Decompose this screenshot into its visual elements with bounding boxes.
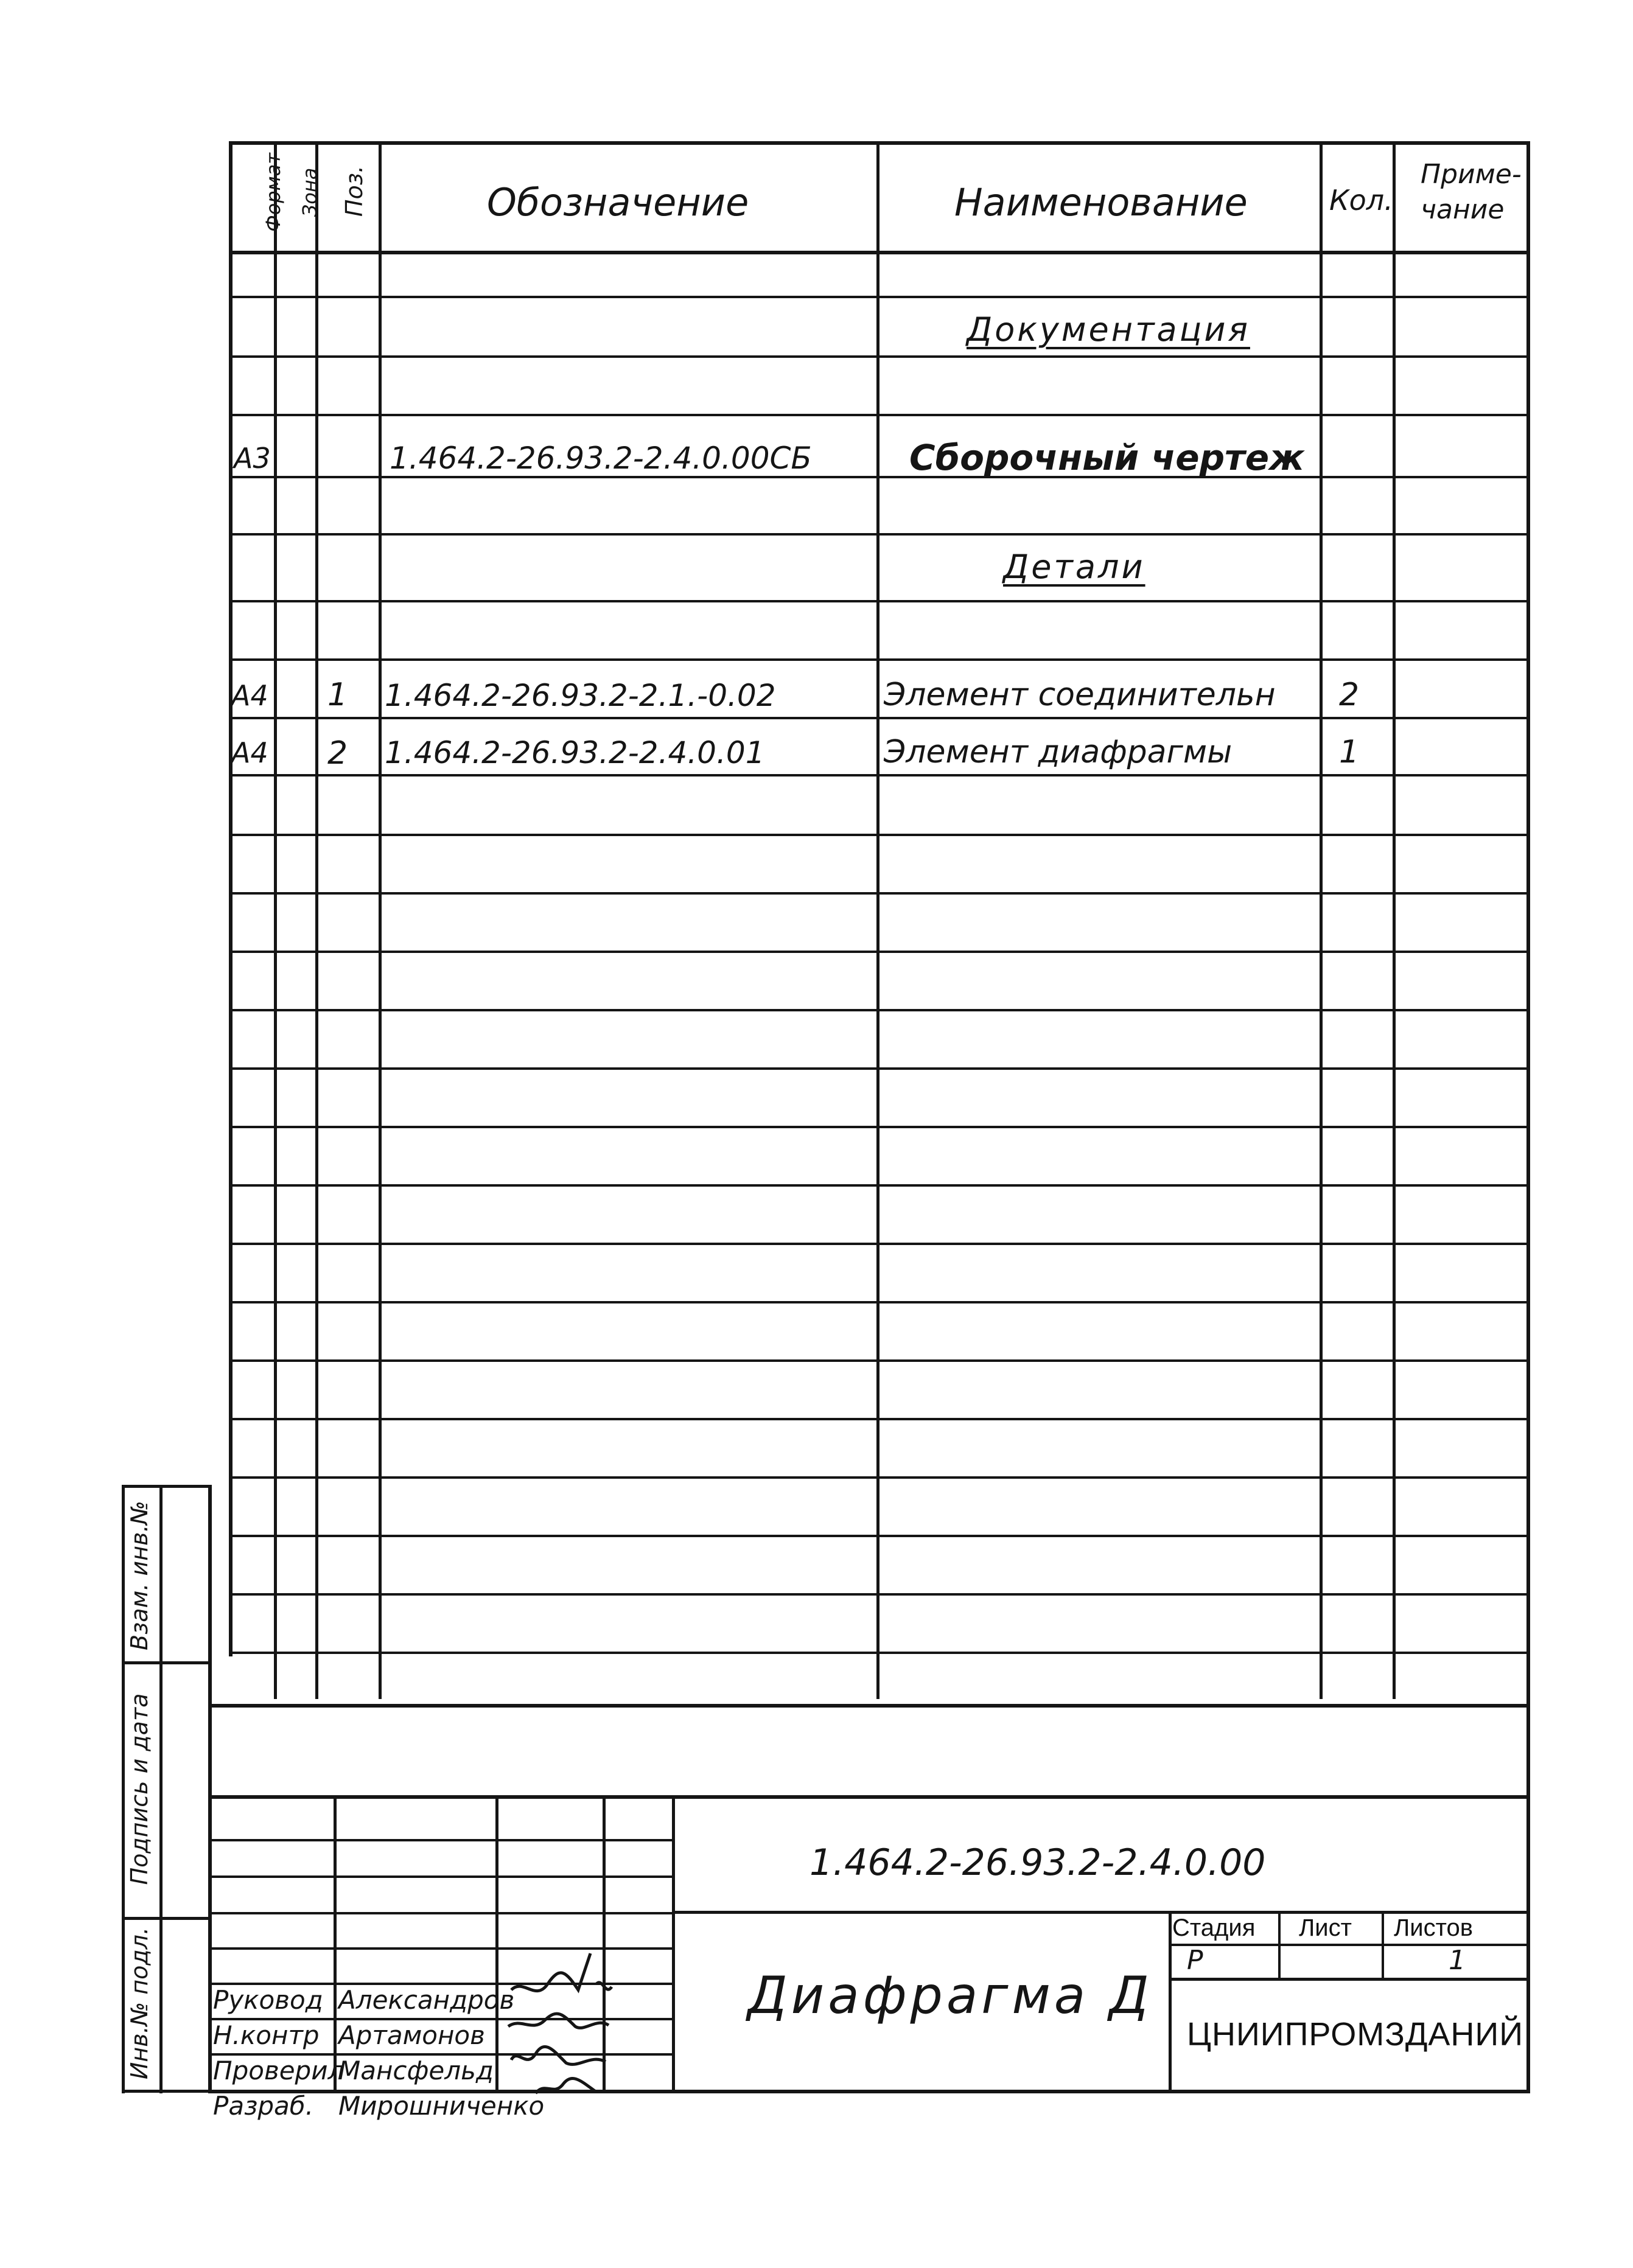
tb-sheet-col <box>1382 1911 1384 1979</box>
sig-name: Мирошниченко <box>338 2091 545 2121</box>
header-pos: Поз. <box>341 165 368 217</box>
table-row-line <box>229 1126 1530 1128</box>
frame-left-upper <box>229 141 233 1656</box>
side-stamp-left <box>122 1485 125 2093</box>
stage-label: Стадия <box>1172 1914 1256 1941</box>
sig-role: Разраб. <box>213 2091 314 2121</box>
header-name: Наименование <box>954 180 1248 225</box>
handwritten-signatures <box>499 1917 615 2099</box>
sheet-label: Лист <box>1299 1914 1352 1941</box>
table-row-line <box>229 834 1530 836</box>
sig-role: Н.контр <box>213 2020 320 2050</box>
row-1-name: Сборочный чертеж <box>909 437 1304 478</box>
col-divider-format <box>274 141 277 1699</box>
row-1-format: А3 <box>234 442 271 475</box>
table-row-line <box>229 533 1530 536</box>
sig-role: Руковод <box>213 1985 323 2015</box>
header-note: Приме- чание <box>1421 159 1522 225</box>
document-number: 1.464.2-26.93.2-2.4.0.00 <box>810 1841 1266 1884</box>
tb-grid-row <box>208 1875 674 1878</box>
sig-name: Мансфельд <box>338 2056 494 2085</box>
table-row-line <box>229 1359 1530 1362</box>
row-2-designation: 1.464.2-26.93.2-2.1.-0.02 <box>385 678 776 713</box>
table-row-line <box>229 355 1530 358</box>
row-2-format: А4 <box>231 679 268 712</box>
row-3-pos: 2 <box>327 735 348 772</box>
table-row-line <box>229 1535 1530 1537</box>
tb-stage-header-line <box>1169 1944 1530 1946</box>
table-row-line <box>229 774 1530 776</box>
tb-number-bottom <box>672 1911 1530 1914</box>
table-row-line <box>229 1184 1530 1187</box>
side-stamp-top <box>122 1485 212 1488</box>
col-divider-name <box>1320 141 1323 1699</box>
section-documentation: Документация <box>967 310 1250 349</box>
tb-info-divider <box>1169 1911 1172 2093</box>
sheets-value: 1 <box>1449 1945 1466 1976</box>
table-row-line <box>229 1593 1530 1596</box>
side-vzam-inv: Взам. инв.№ <box>126 1501 153 1650</box>
side-stamp-bottom <box>122 2090 212 2093</box>
table-row-line <box>229 414 1530 416</box>
table-row-line <box>229 1476 1530 1479</box>
table-row-line <box>229 600 1530 602</box>
col-divider-qty <box>1393 141 1396 1699</box>
sig-name: Артамонов <box>338 2020 485 2050</box>
side-podpis-data: Подпись и дата <box>126 1693 153 1885</box>
row-3-name: Элемент диафрагмы <box>884 734 1233 770</box>
row-1-designation: 1.464.2-26.93.2-2.4.0.00СБ <box>390 441 812 476</box>
table-row-line <box>229 658 1530 661</box>
tb-grid-row <box>208 1912 674 1914</box>
section-details: Детали <box>1003 548 1145 586</box>
table-row-line <box>229 296 1530 298</box>
title-block-separator <box>208 1704 1530 1708</box>
table-row-line <box>229 1652 1530 1654</box>
side-stamp-div1 <box>122 1661 212 1664</box>
stage-value: Р <box>1187 1945 1203 1976</box>
row-3-designation: 1.464.2-26.93.2-2.4.0.01 <box>385 735 765 770</box>
table-row-line <box>229 1418 1530 1420</box>
sig-name: Александров <box>338 1985 515 2015</box>
sheets-label: Листов <box>1394 1914 1473 1941</box>
table-row-line <box>229 1301 1530 1303</box>
frame-top <box>229 141 1530 145</box>
side-stamp-div2 <box>122 1917 212 1920</box>
header-qty: Кол. <box>1329 184 1393 217</box>
table-row-line <box>229 951 1530 953</box>
col-divider-pos <box>379 141 382 1699</box>
header-bottom-line <box>229 251 1530 254</box>
tb-main-divider <box>672 1795 675 2093</box>
side-stamp-mid <box>159 1485 163 2093</box>
row-2-pos: 1 <box>327 677 348 713</box>
header-zone: Зона <box>298 167 321 217</box>
header-designation: Обозначение <box>487 180 749 225</box>
table-row-line <box>229 1067 1530 1070</box>
side-inv-podl: Инв.№ подл. <box>126 1927 153 2080</box>
table-row-line <box>229 476 1530 478</box>
table-row-line <box>229 892 1530 895</box>
row-2-qty: 2 <box>1339 677 1360 713</box>
title-block-top <box>208 1795 1530 1799</box>
sig-role: Проверил <box>213 2056 344 2085</box>
header-format: Формат <box>262 153 285 232</box>
tb-stage-bottom <box>1169 1978 1530 1981</box>
organization-name: ЦНИИПРОМЗДАНИЙ <box>1187 2016 1524 2053</box>
frame-left-lower <box>208 1485 212 2093</box>
col-divider-designation <box>876 141 879 1699</box>
row-2-name: Элемент соединительн <box>884 677 1276 713</box>
table-row-line <box>229 1009 1530 1011</box>
row-3-format: А4 <box>231 736 268 769</box>
row-3-qty: 1 <box>1339 734 1360 770</box>
tb-stage-col <box>1278 1911 1281 1979</box>
table-row-line <box>229 717 1530 719</box>
col-divider-zone <box>315 141 318 1699</box>
frame-right <box>1526 141 1530 2093</box>
tb-grid-row <box>208 1839 674 1841</box>
document-title: Диафрагма Д <box>747 1966 1153 2025</box>
table-row-line <box>229 1243 1530 1245</box>
